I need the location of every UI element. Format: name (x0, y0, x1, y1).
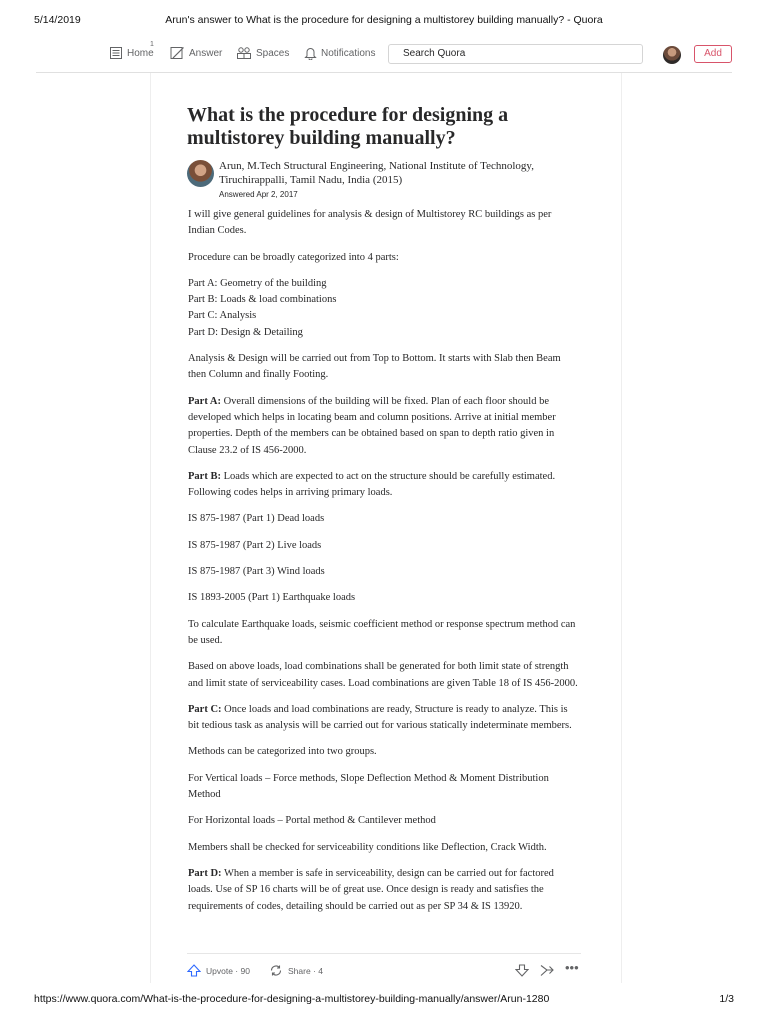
forward-arrow-icon (540, 964, 554, 977)
author-avatar[interactable] (187, 160, 214, 187)
downvote-button[interactable] (515, 964, 529, 977)
nav-home-label: Home (127, 47, 154, 59)
parts-list-item: Part C: Analysis (188, 310, 257, 322)
parts-list-item: Part B: Loads & load combinations (188, 294, 337, 306)
add-question-button[interactable]: Add (694, 45, 732, 63)
share-label: Share · 4 (288, 965, 323, 976)
answer-paragraph: For Horizontal loads – Portal method & Cantilever method (188, 815, 436, 827)
author-credential[interactable] (219, 159, 579, 187)
question-title[interactable]: What is the procedure for designing a multistorey building manually? (187, 104, 509, 149)
nav-answer-label: Answer (189, 47, 223, 59)
part-b-paragraph (188, 469, 580, 502)
code-reference: IS 875-1987 (Part 1) Dead loads (188, 513, 325, 525)
part-b-text: Loads which are expected to act on the structure should be carefully estimated. Following codes helps in arriving primary loads. (188, 470, 556, 499)
downvote-arrow-icon (515, 964, 529, 977)
nav-spaces[interactable] (236, 46, 289, 60)
upvote-label: Upvote · 90 (206, 965, 250, 976)
author-credential-line: Tiruchirappalli, Tamil Nadu, India (2015) (219, 174, 403, 186)
answer-paragraph: Based on above loads, load combinations shall be generated for both limit state of strength and limit state of serviceability cases. Load combinations are given Table 18 of IS 456-2000. (188, 661, 578, 689)
print-header (0, 14, 768, 30)
home-notification-badge: 1 (150, 41, 154, 48)
top-nav-bar (36, 38, 732, 73)
code-reference: IS 875-1987 (Part 2) Live loads (188, 539, 322, 551)
more-options-button[interactable]: ••• (565, 960, 579, 975)
answer-paragraph: I will give general guidelines for analysis & design of Multistorey RC buildings as per Indian Codes. (188, 209, 552, 237)
part-a-paragraph (188, 394, 580, 459)
parts-list (188, 276, 580, 341)
nav-notifications[interactable] (304, 46, 375, 60)
part-c-text: Once loads and load combinations are ready, Structure is ready to analyze. This is bit tedious task as analysis will be carried out for various statically indeterminate members. (188, 703, 572, 732)
code-reference: IS 875-1987 (Part 3) Wind loads (188, 566, 325, 578)
answer-paragraph: Members shall be checked for serviceability conditions like Deflection, Crack Width. (188, 841, 547, 853)
share-icon (269, 964, 283, 977)
print-footer (0, 993, 768, 1009)
answer-paragraph: Analysis & Design will be carried out from Top to Bottom. It starts with Slab then Beam then Column and finally Footing. (188, 353, 561, 381)
part-b-label: Part B: (188, 470, 221, 482)
nav-spaces-label: Spaces (256, 47, 290, 59)
share-button[interactable] (269, 964, 323, 977)
part-d-paragraph (188, 866, 580, 915)
answer-paragraph: For Vertical loads – Force methods, Slope Deflection Method & Moment Distribution Method (188, 772, 549, 801)
nav-answer[interactable] (170, 46, 222, 60)
author-credential-line: Arun, M.Tech Structural Engineering, National Institute of Technology, (219, 160, 534, 172)
upvote-arrow-icon (187, 964, 201, 977)
part-c-paragraph (188, 702, 580, 735)
part-c-label: Part C: (188, 703, 222, 715)
print-url: https://www.quora.com/What-is-the-procedure-for-designing-a-multistorey-building-manually/answer/Arun-1280 (34, 993, 550, 1005)
forward-button[interactable] (540, 964, 554, 977)
parts-list-item: Part A: Geometry of the building (188, 277, 327, 289)
part-d-text: When a member is safe in serviceability, design can be carried out for factored loads. Use of SP 16 charts will be of great use. Once design is ready and satisfies the requirements of codes, detailing should be carried out as per SP 34 & IS 13920. (188, 867, 554, 912)
parts-list-item: Part D: Design & Detailing (188, 326, 303, 338)
upvote-button[interactable] (187, 964, 250, 977)
home-icon (109, 46, 123, 60)
answered-date[interactable]: Answered Apr 2, 2017 (219, 190, 298, 199)
answer-body (188, 207, 580, 925)
answer-paragraph: Procedure can be broadly categorized into 4 parts: (188, 251, 399, 263)
nav-notifications-label: Notifications (321, 47, 376, 59)
user-avatar[interactable] (663, 46, 681, 64)
print-page-title: Arun's answer to What is the procedure for designing a multistorey building manually? - Quora (165, 14, 603, 26)
nav-home[interactable] (109, 46, 154, 60)
part-a-text: Overall dimensions of the building will be fixed. Plan of each floor should be developed which helps in locating beam and column positions. Arrive at initial member properties. Depth of the members can be obtained based on span to depth ratio given in Clause 23.2 of IS 456-2000. (188, 395, 556, 456)
answer-paragraph: To calculate Earthquake loads, seismic coefficient method or response spectrum method can be used. (188, 618, 576, 646)
people-icon (236, 46, 252, 60)
print-date: 5/14/2019 (34, 14, 81, 26)
pencil-icon (170, 46, 185, 60)
code-reference: IS 1893-2005 (Part 1) Earthquake loads (188, 592, 356, 604)
search-input[interactable]: Search Quora (388, 44, 643, 64)
answer-paragraph: Methods can be categorized into two groups. (188, 746, 377, 758)
part-d-label: Part D: (188, 867, 222, 879)
bell-icon (304, 46, 317, 60)
part-a-label: Part A: (188, 395, 221, 407)
answer-action-bar (187, 953, 581, 984)
print-page-number: 1/3 (719, 993, 734, 1005)
